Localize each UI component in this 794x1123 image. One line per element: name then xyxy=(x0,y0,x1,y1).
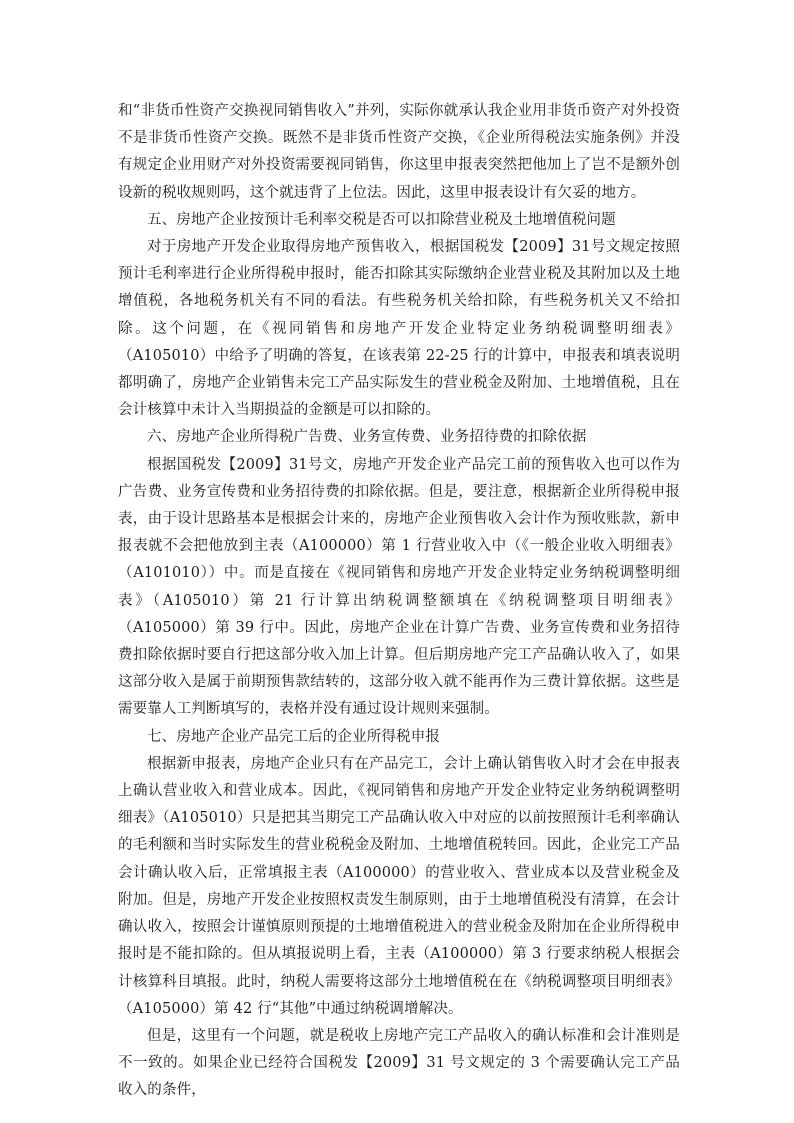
paragraph-continuation: 和“非货币性资产交换视同销售收入”并列，实际你就承认我企业用非货币资产对外投资不是非货币性资产交换。既然不是非货币性资产交换，《企业所得税法实施条例》并没有规定企业用财产对外投资需要视同销售，你这里申报表突然把他加上了岂不是额外创设新的税收规则吗，这个就违背了上位法。因此，这里申报表设计有欠妥的地方。 xyxy=(118,103,680,201)
section-heading-5: 五、房地产企业按预计毛利率交税是否可以扣除营业税及土地增值税问题 xyxy=(147,211,616,228)
paragraph-body: 对于房地产开发企业取得房地产预售收入，根据国税发【2009】31号文规定按照预计毛利率进行企业所得税申报时，能否扣除其实际缴纳企业营业税及其附加以及土地增值税，各地税务机关有不同的看法。有些税务机关给扣除，有些税务机关又不给扣除。这个问题，在《视同销售和房地产开发企业特定业务纳税调整明细表》（A105010）中给予了明确的答复，在该表第 22-25 行的计算中，申报表和填表说明都明确了，房地产企业销售未完工产品实际发生的营业税金及附加、土地增值税，且在会计核算中未计入当期损益的金额是可以扣除的。 xyxy=(118,239,680,419)
section-heading-6: 六、房地产企业所得税广告费、业务宣传费、业务招待费的扣除依据 xyxy=(147,429,587,446)
paragraph-body: 根据新申报表，房地产企业只有在产品完工，会计上确认销售收入时才会在申报表上确认营业收入和营业成本。因此，《视同销售和房地产开发企业特定业务纳税调整明细表》（A105010）只是把其当期完工产品确认收入中对应的以前按照预计毛利率确认的毛利额和当时实际发生的营业税税金及附加、土地增值税转回。因此，企业完工产品会计确认收入后，正常填报主表（A100000）的营业收入、营业成本以及营业税金及附加。但是，房地产开发企业按照权责发生制原则，由于土地增值税没有清算，在会计确认收入，按照会计谨慎原则预提的土地增值税进入的营业税金及附加在企业所得税申报时是不能扣除的。但从填报说明上看，主表（A100000）第 3 行要求纳税人根据会计核算科目填报。此时，纳税人需要将这部分土地增值税在在《纳税调整项目明细表》（A105000）第 42 行“其他”中通过纳税调增解决。 xyxy=(118,755,680,1017)
document-page xyxy=(118,98,680,1105)
paragraph-body: 但是，这里有一个问题，就是税收上房地产完工产品收入的确认标准和会计准则是不一致的。如果企业已经符合国税发【2009】31 号文规定的 3 个需要确认完工产品收入的条件， xyxy=(118,1027,680,1099)
paragraph-body: 根据国税发【2009】31号文，房地产开发企业产品完工前的预售收入也可以作为广告费、业务宣传费和业务招待费的扣除依据。但是，要注意，根据新企业所得税申报表，由于设计思路基本是根据会计来的，房地产企业预售收入会计作为预收账款，新申报表就不会把他放到主表（A100000）第 1 行营业收入中（《一般企业收入明细表》（A101010））中。而是直接在《视同销售和房地产开发企业特定业务纳税调整明细表》（A105010）第 21 行计算出纳税调整额填在《纳税调整项目明细表》（A105000）第 39 行中。因此，房地产企业在计算广告费、业务宣传费和业务招待费扣除依据时要自行把这部分收入加上计算。但后期房地产完工产品确认收入了，如果这部分收入是属于前期预售款结转的，这部分收入就不能再作为三费计算依据。这些是需要靠人工判断填写的，表格并没有通过设计规则来强制。 xyxy=(118,456,680,718)
section-heading-7: 七、房地产企业产品完工后的企业所得税申报 xyxy=(147,728,440,745)
